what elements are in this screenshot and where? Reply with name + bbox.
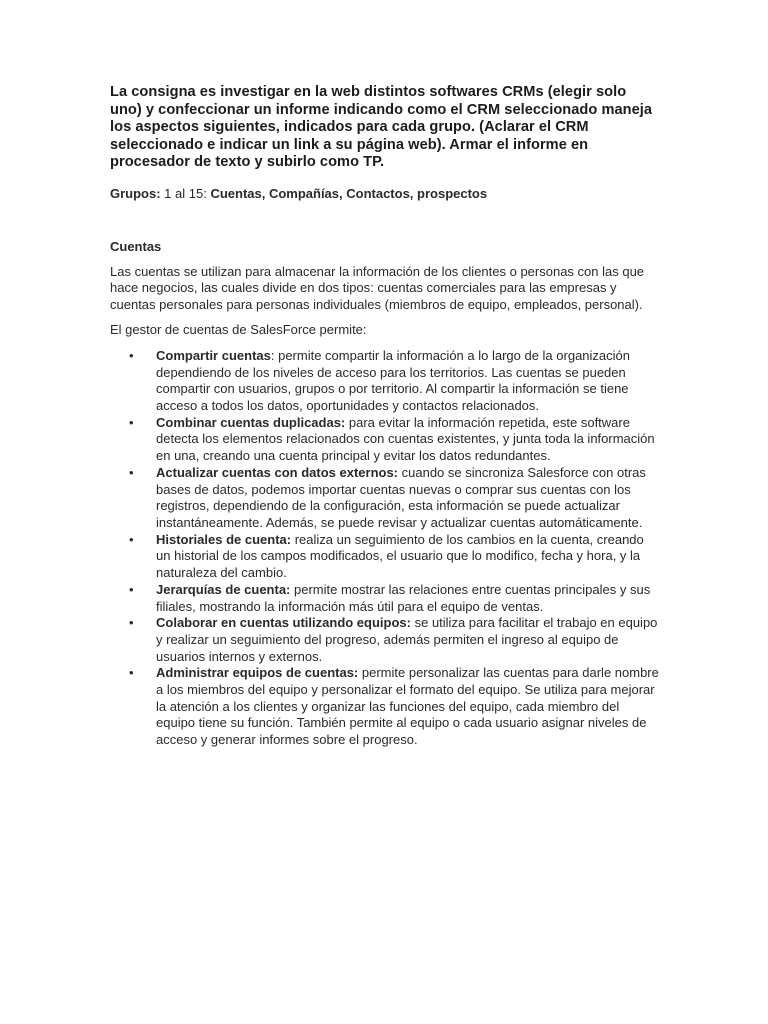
feature-term: Combinar cuentas duplicadas:: [156, 414, 346, 430]
section-paragraph: Las cuentas se utilizan para almacenar la información de los clientes o personas con las que hace negocios, las cuales divide en dos tipos: cuentas comerciales para las empresas y cuentas personales para personas individuales (miembros de equipo, empleados, personal).: [110, 263, 645, 312]
assignment-instructions: La consigna es investigar en la web distintos softwares CRMs (elegir solo uno) y confeccionar un informe indicando como el CRM seleccionado maneja los aspectos siguientes, indicados para cada grupo. (Aclarar el CRM seleccionado e indicar un link a su página web). Armar el informe en procesador de texto y subirlo como TP.: [110, 84, 653, 171]
feature-description: cuando se sincroniza Salesforce con otras bases de datos, podemos importar cuentas nuevas o comprar sus cuentas con los registros, dependiendo de la configuración, esta información se puede actualizar instantáneamente. Además, se puede revisar y actualizar cuentas automáticamente.: [156, 464, 646, 530]
feature-description: realiza un seguimiento de los cambios en la cuenta, creando un historial de los campos modificados, el usuario que lo modifico, fecha y hora, y la naturaleza del cambio.: [156, 531, 644, 581]
feature-term: Actualizar cuentas con datos externos:: [156, 464, 399, 480]
bullet-icon: •: [129, 665, 134, 681]
list-item: [110, 615, 660, 665]
feature-description: permite mostrar las relaciones entre cuentas principales y sus filiales, mostrando la información más útil para el equipo de ventas.: [156, 581, 651, 614]
list-item: [110, 665, 660, 749]
bullet-icon: •: [129, 414, 134, 430]
bullet-icon: •: [129, 531, 134, 547]
feature-term: Colaborar en cuentas utilizando equipos:: [156, 615, 411, 631]
feature-term: Historiales de cuenta:: [156, 531, 292, 547]
feature-term: Compartir cuentas: [156, 347, 271, 363]
bullet-icon: •: [129, 615, 134, 631]
bullet-icon: •: [129, 347, 134, 363]
feature-description: : permite compartir la información a lo largo de la organización dependiendo de los niveles de acceso para los territorios. Las cuentas se pueden compartir con usuarios, grupos o por territorio. Al compartir la información se tiene acceso a todos los datos, oportunidades y contactos relacionados.: [156, 347, 630, 414]
groups-label: Grupos:: [110, 185, 161, 201]
list-item: [110, 415, 660, 465]
feature-list: [110, 348, 660, 749]
document-page: [110, 84, 660, 749]
list-item: [110, 348, 660, 415]
feature-description: permite personalizar las cuentas para darle nombre a los miembros del equipo y personalizar el formato del equipo. Se utiliza para mejorar la atención a los clientes y organizar las funciones del equipo, cada miembro del equipo tiene su función. También permite al equipo o cada usuario asignar niveles de acceso y generar informes sobre el progreso.: [156, 665, 659, 748]
list-item: [110, 465, 660, 532]
list-item: [110, 582, 660, 615]
groups-line: [110, 185, 660, 202]
list-item: [110, 532, 660, 582]
feature-term: Jerarquías de cuenta:: [156, 581, 291, 597]
bullet-icon: •: [129, 464, 134, 480]
bullet-icon: •: [129, 581, 134, 597]
section-paragraph-intro-list: El gestor de cuentas de SalesForce permite:: [110, 322, 367, 338]
groups-topics: Cuentas, Compañías, Contactos, prospectos: [210, 185, 488, 201]
section-heading: Cuentas: [110, 238, 162, 254]
feature-description: se utiliza para facilitar el trabajo en equipo y realizar un seguimiento del progreso, además permiten el ingreso al equipo de usuarios internos y externos.: [156, 615, 658, 664]
feature-term: Administrar equipos de cuentas:: [156, 665, 359, 681]
groups-range: 1 al 15:: [160, 185, 211, 201]
feature-description: para evitar la información repetida, este software detecta los elementos relacionados con cuentas existentes, y junta toda la información en una, creando una cuenta principal y evitar los datos redundantes.: [156, 414, 655, 464]
